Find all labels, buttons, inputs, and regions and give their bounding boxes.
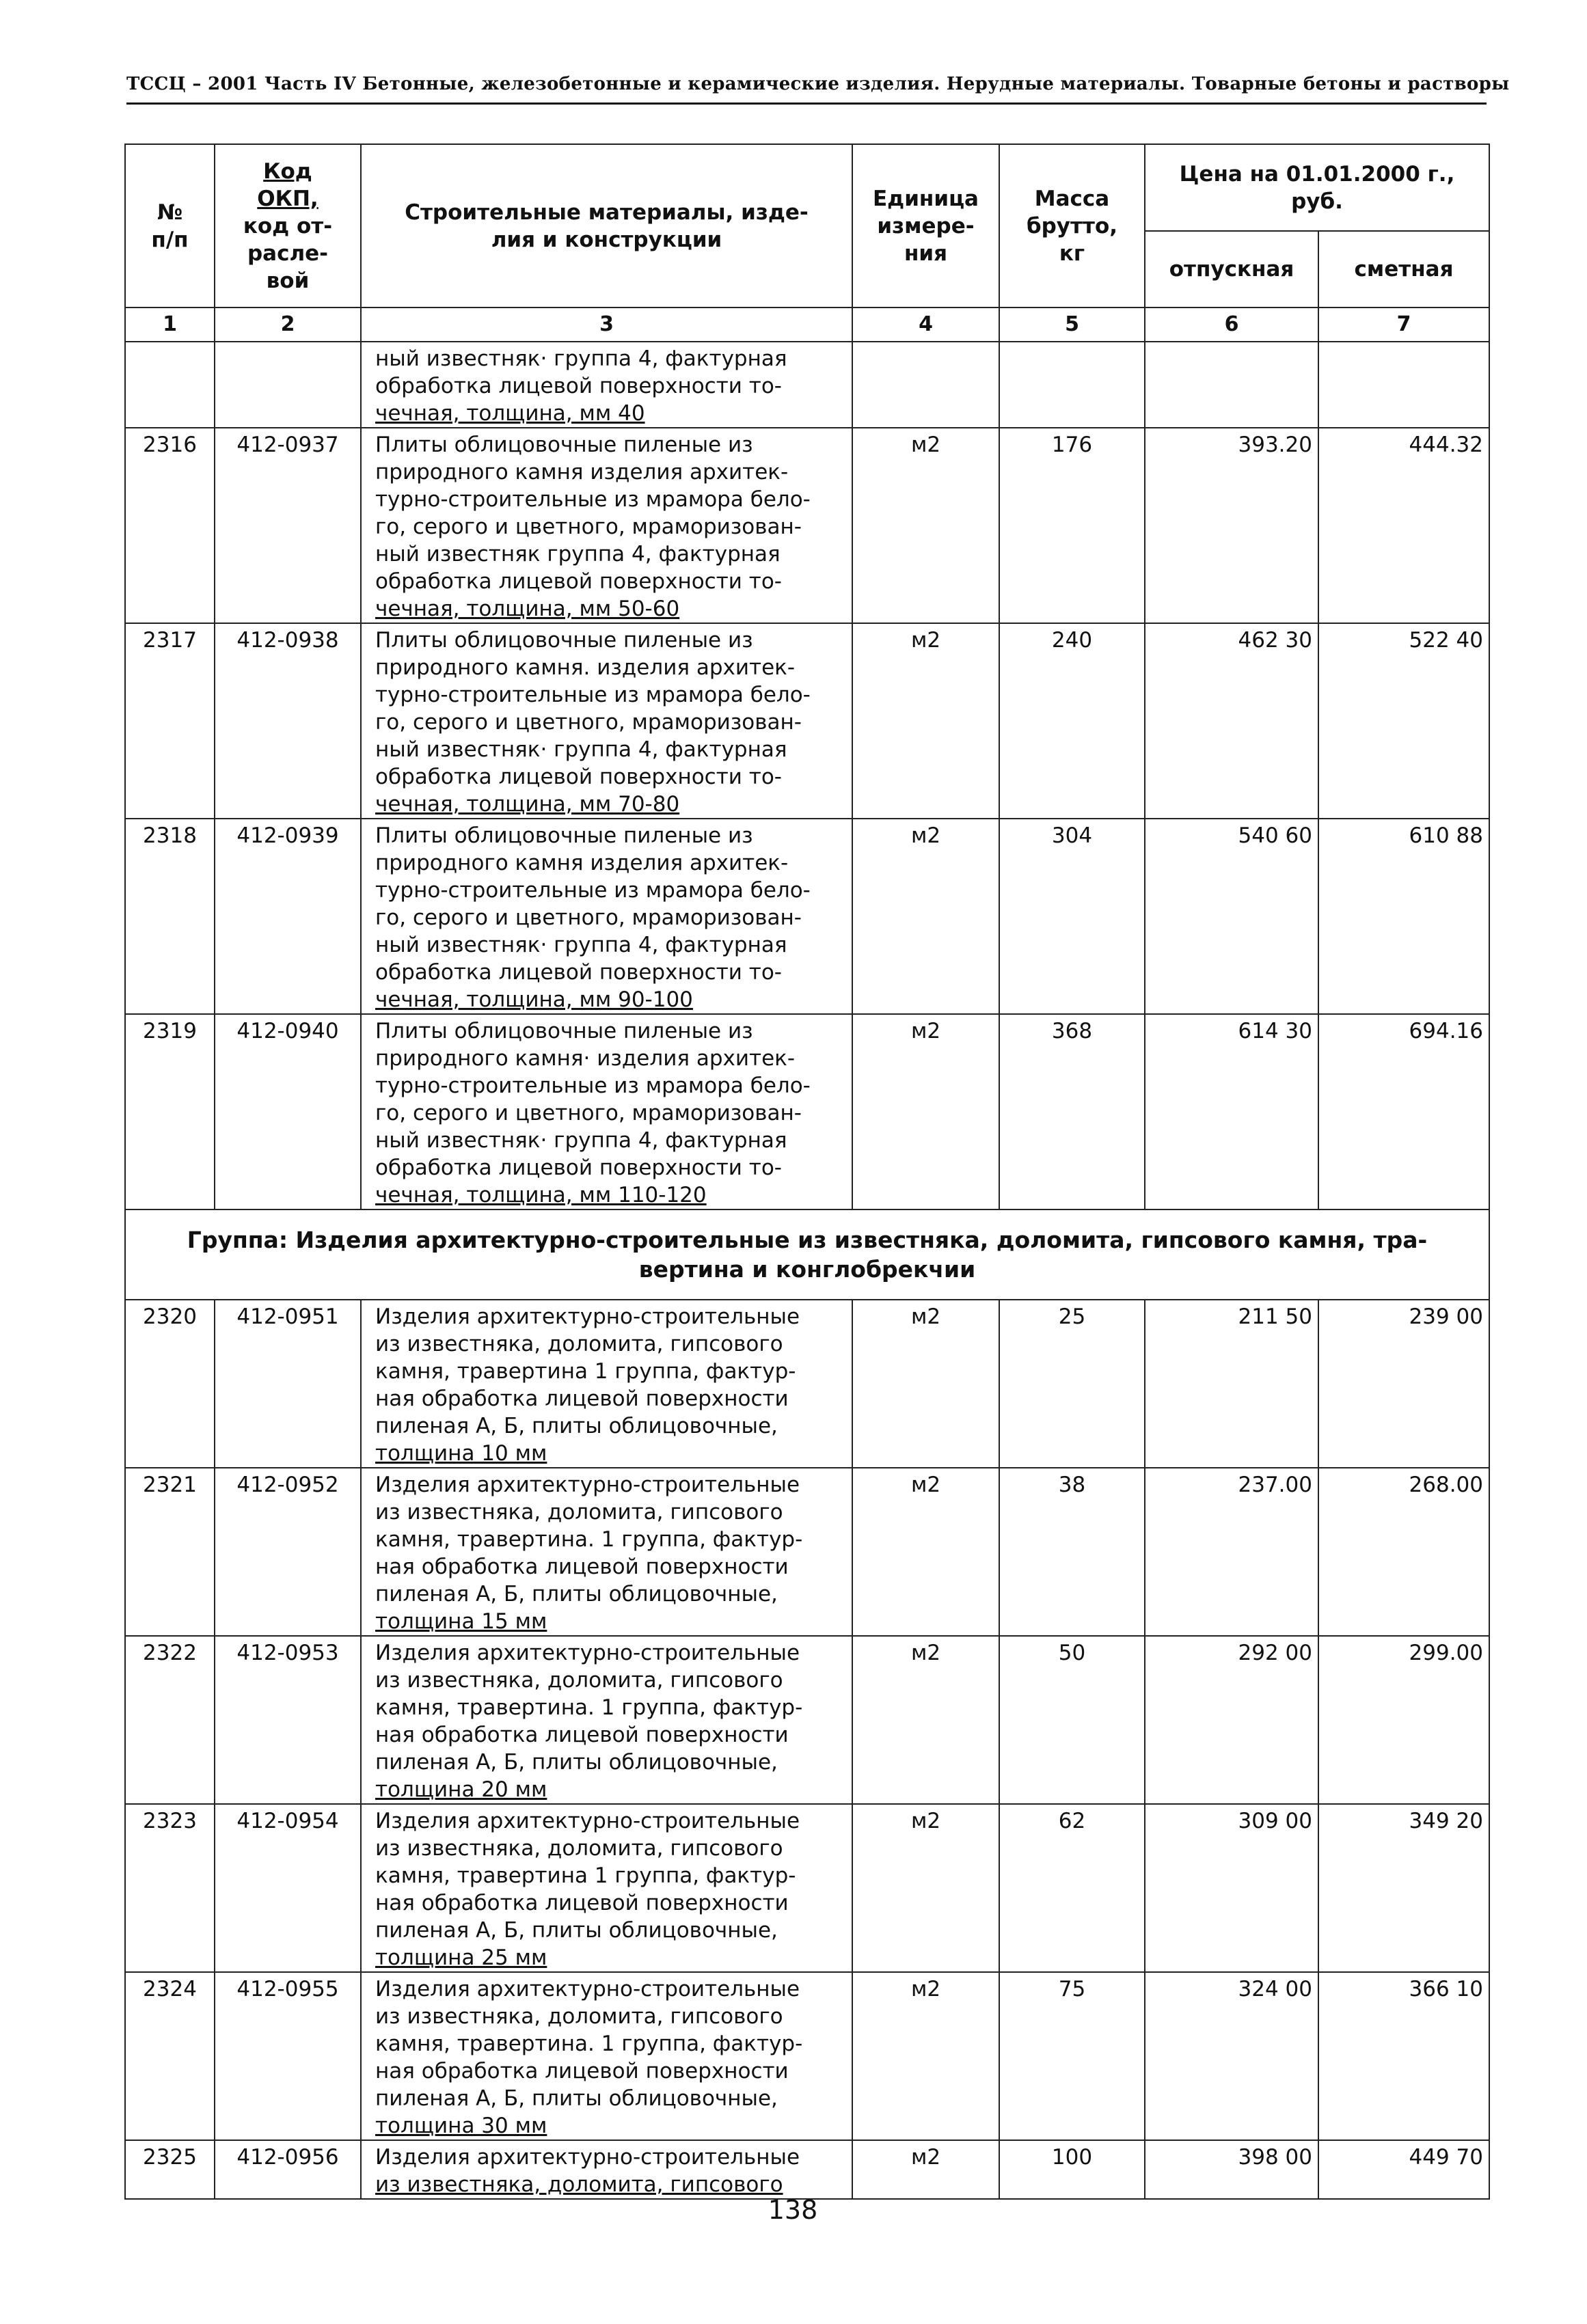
description-line: ная обработка лицевой поверхности: [375, 1723, 789, 1747]
price-release: 540 60: [1145, 819, 1318, 1014]
table-row: [125, 1972, 1489, 2140]
row-number: 2324: [125, 1972, 215, 2140]
description-line: толщина 25 мм: [375, 1945, 547, 1970]
material-description: [361, 428, 852, 623]
material-description: [361, 1468, 852, 1636]
column-number: 7: [1318, 307, 1489, 342]
material-description: [361, 2140, 852, 2199]
okp-code: 412-0939: [215, 819, 361, 1014]
header-name: Строительные материалы, изде- лия и конструкции: [361, 144, 852, 307]
unit-of-measure: м2: [852, 2140, 999, 2199]
description-line: чечная, толщина, мм 90-100: [375, 987, 693, 1012]
description-line: чечная, толщина, мм 50-60: [375, 597, 680, 621]
description-line: природного камня изделия архитек-: [375, 460, 789, 484]
row-number-cell: [125, 342, 215, 428]
price-release: 292 00: [1145, 1636, 1318, 1804]
description-line: пиленая А, Б, плиты облицовочные,: [375, 1582, 778, 1607]
description-line: Плиты облицовочные пиленые из: [375, 433, 753, 457]
table-row: [125, 1014, 1489, 1209]
header-mass: Масса брутто, кг: [999, 144, 1145, 307]
material-description: [361, 1300, 852, 1468]
price-release: 614 30: [1145, 1014, 1318, 1209]
price-release: 398 00: [1145, 2140, 1318, 2199]
description-line: турно-строительные из мрамора бело-: [375, 878, 811, 903]
row-number: 2316: [125, 428, 215, 623]
gross-mass: 50: [999, 1636, 1145, 1804]
description-line: пиленая А, Б, плиты облицовочные,: [375, 1918, 778, 1943]
price-estimate: 239 00: [1318, 1300, 1489, 1468]
column-number: 3: [361, 307, 852, 342]
description-line: ная обработка лицевой поверхности: [375, 1891, 789, 1915]
material-description: [361, 1972, 852, 2140]
okp-code: 412-0951: [215, 1300, 361, 1468]
description-line: толщина 30 мм: [375, 2114, 547, 2138]
okp-code: 412-0953: [215, 1636, 361, 1804]
description-line: камня, травертина 1 группа, фактур-: [375, 1359, 796, 1384]
description-line: турно-строительные из мрамора бело-: [375, 1074, 811, 1098]
description-line: Изделия архитектурно-строительные: [375, 2145, 800, 2170]
description-line: из известняка, доломита, гипсового: [375, 1836, 783, 1861]
running-header: ТССЦ – 2001 Часть IV Бетонные, железобетонные и керамические изделия. Нерудные материалы. Товарные бетоны и растворы: [126, 74, 1510, 94]
description-line: ная обработка лицевой поверхности: [375, 2059, 789, 2083]
description-line: чечная, толщина, мм 70-80: [375, 792, 680, 817]
unit-of-measure: м2: [852, 1014, 999, 1209]
description-line: Изделия архитектурно-строительные: [375, 1809, 800, 1833]
description-line: пиленая А, Б, плиты облицовочные,: [375, 2086, 778, 2111]
price-estimate: 349 20: [1318, 1804, 1489, 1972]
header-no: № п/п: [125, 144, 215, 307]
description-line: из известняка, доломита, гипсового: [375, 2172, 783, 2197]
material-description: [361, 1804, 852, 1972]
header-price: Цена на 01.01.2000 г., руб.: [1145, 144, 1489, 231]
empty-cell: [1145, 342, 1318, 428]
description-line: природного камня изделия архитек-: [375, 851, 789, 875]
gross-mass: 368: [999, 1014, 1145, 1209]
group-heading-line: вертина и конглобрекчии: [638, 1256, 976, 1283]
okp-code-cell: [215, 342, 361, 428]
column-number: 5: [999, 307, 1145, 342]
table-row: [125, 1636, 1489, 1804]
row-number: 2321: [125, 1468, 215, 1636]
price-release: 393.20: [1145, 428, 1318, 623]
price-estimate: 299.00: [1318, 1636, 1489, 1804]
description-line: го, серого и цветного, мраморизован-: [375, 515, 802, 539]
column-number: 2: [215, 307, 361, 342]
description-line: турно-строительные из мрамора бело-: [375, 683, 811, 707]
description-line: Плиты облицовочные пиленые из: [375, 628, 753, 653]
description-line: из известняка, доломита, гипсового: [375, 1500, 783, 1525]
empty-cell: [1318, 342, 1489, 428]
description-line: го, серого и цветного, мраморизован-: [375, 710, 802, 735]
description-line: природного камня. изделия архитек-: [375, 655, 796, 680]
unit-of-measure: м2: [852, 819, 999, 1014]
group-heading-row: [125, 1209, 1489, 1300]
row-number: 2320: [125, 1300, 215, 1468]
row-number: 2325: [125, 2140, 215, 2199]
header-code: Код ОКП, код от- расле- вой: [215, 144, 361, 307]
gross-mass: 25: [999, 1300, 1145, 1468]
price-estimate: 444.32: [1318, 428, 1489, 623]
description-line: чечная, толщина, мм 40: [375, 401, 645, 426]
unit-of-measure: м2: [852, 1636, 999, 1804]
header-price-release: отпускная: [1145, 231, 1318, 307]
description-line: обработка лицевой поверхности то-: [375, 569, 782, 594]
price-estimate: 694.16: [1318, 1014, 1489, 1209]
description-line: обработка лицевой поверхности то-: [375, 765, 782, 789]
description-line: Плиты облицовочные пиленые из: [375, 1019, 753, 1043]
gross-mass: 240: [999, 623, 1145, 819]
description-line: обработка лицевой поверхности то-: [375, 374, 782, 398]
description-line: камня, травертина 1 группа, фактур-: [375, 1863, 796, 1888]
description-line: из известняка, доломита, гипсового: [375, 2004, 783, 2029]
okp-code: 412-0956: [215, 2140, 361, 2199]
gross-mass: 304: [999, 819, 1145, 1014]
group-heading-line: Группа: Изделия архитектурно-строительные из известняка, доломита, гипсового камня, тра-: [187, 1227, 1428, 1253]
description-line: природного камня· изделия архитек-: [375, 1046, 796, 1071]
price-release: 324 00: [1145, 1972, 1318, 2140]
description-line: го, серого и цветного, мраморизован-: [375, 1101, 802, 1125]
header-unit: Единица измере- ния: [852, 144, 999, 307]
description-line: ный известняк группа 4, фактурная: [375, 542, 781, 566]
okp-code: 412-0937: [215, 428, 361, 623]
material-description: [361, 1636, 852, 1804]
table-row: [125, 342, 1489, 428]
description-line: обработка лицевой поверхности то-: [375, 960, 782, 985]
description-line: ный известняк· группа 4, фактурная: [375, 346, 787, 371]
price-estimate: 268.00: [1318, 1468, 1489, 1636]
row-number: 2319: [125, 1014, 215, 1209]
price-table: [124, 143, 1490, 2200]
description-line: толщина 20 мм: [375, 1777, 547, 1802]
description-line: пиленая А, Б, плиты облицовочные,: [375, 1414, 778, 1438]
description-line: пиленая А, Б, плиты облицовочные,: [375, 1750, 778, 1775]
unit-of-measure: м2: [852, 1300, 999, 1468]
gross-mass: 75: [999, 1972, 1145, 2140]
okp-code: 412-0952: [215, 1468, 361, 1636]
description-line: камня, травертина. 1 группа, фактур-: [375, 2032, 803, 2056]
material-description: [361, 819, 852, 1014]
price-release: 462 30: [1145, 623, 1318, 819]
price-estimate: 610 88: [1318, 819, 1489, 1014]
row-number: 2322: [125, 1636, 215, 1804]
column-number: 1: [125, 307, 215, 342]
price-estimate: 522 40: [1318, 623, 1489, 819]
header-price-estimate: сметная: [1318, 231, 1489, 307]
description-line: чечная, толщина, мм 110-120: [375, 1183, 707, 1207]
description-line: ный известняк· группа 4, фактурная: [375, 1128, 787, 1153]
description-line: Изделия архитектурно-строительные: [375, 1977, 800, 2001]
page-number: 138: [768, 2195, 818, 2225]
table-row: [125, 1804, 1489, 1972]
row-number: 2323: [125, 1804, 215, 1972]
description-line: камня, травертина. 1 группа, фактур-: [375, 1527, 803, 1552]
table-row: [125, 1300, 1489, 1468]
row-number: 2317: [125, 623, 215, 819]
empty-cell: [852, 342, 999, 428]
description-line: ный известняк· группа 4, фактурная: [375, 737, 787, 762]
price-estimate: 449 70: [1318, 2140, 1489, 2199]
table-row: [125, 819, 1489, 1014]
empty-cell: [999, 342, 1145, 428]
description-line: из известняка, доломита, гипсового: [375, 1332, 783, 1356]
description-line: ная обработка лицевой поверхности: [375, 1386, 789, 1411]
unit-of-measure: м2: [852, 1972, 999, 2140]
description-line: Изделия архитектурно-строительные: [375, 1473, 800, 1497]
gross-mass: 176: [999, 428, 1145, 623]
table-row: [125, 428, 1489, 623]
gross-mass: 38: [999, 1468, 1145, 1636]
price-release: 237.00: [1145, 1468, 1318, 1636]
table-row: [125, 623, 1489, 819]
description-line: Плиты облицовочные пиленые из: [375, 823, 753, 848]
table-row: [125, 1468, 1489, 1636]
material-description: [361, 1014, 852, 1209]
material-description: [361, 623, 852, 819]
unit-of-measure: м2: [852, 428, 999, 623]
okp-code: 412-0954: [215, 1804, 361, 1972]
description-line: толщина 15 мм: [375, 1609, 547, 1634]
description-line: из известняка, доломита, гипсового: [375, 1668, 783, 1693]
unit-of-measure: м2: [852, 623, 999, 819]
okp-code: 412-0940: [215, 1014, 361, 1209]
description-line: Изделия архитектурно-строительные: [375, 1304, 800, 1329]
okp-code: 412-0938: [215, 623, 361, 819]
row-number: 2318: [125, 819, 215, 1014]
gross-mass: 62: [999, 1804, 1145, 1972]
description-line: го, серого и цветного, мраморизован-: [375, 905, 802, 930]
unit-of-measure: м2: [852, 1804, 999, 1972]
description-line: ный известняк· группа 4, фактурная: [375, 933, 787, 957]
price-estimate: 366 10: [1318, 1972, 1489, 2140]
description-line: турно-строительные из мрамора бело-: [375, 487, 811, 512]
price-release: 211 50: [1145, 1300, 1318, 1468]
table-row: [125, 2140, 1489, 2199]
description-line: камня, травертина. 1 группа, фактур-: [375, 1695, 803, 1720]
material-description: [361, 342, 852, 428]
column-number: 4: [852, 307, 999, 342]
column-number: 6: [1145, 307, 1318, 342]
description-line: Изделия архитектурно-строительные: [375, 1641, 800, 1665]
description-line: толщина 10 мм: [375, 1441, 547, 1466]
group-heading: [125, 1209, 1489, 1300]
okp-code: 412-0955: [215, 1972, 361, 2140]
gross-mass: 100: [999, 2140, 1145, 2199]
description-line: ная обработка лицевой поверхности: [375, 1555, 789, 1579]
unit-of-measure: м2: [852, 1468, 999, 1636]
price-release: 309 00: [1145, 1804, 1318, 1972]
header-rule: [126, 102, 1487, 105]
description-line: обработка лицевой поверхности то-: [375, 1156, 782, 1180]
